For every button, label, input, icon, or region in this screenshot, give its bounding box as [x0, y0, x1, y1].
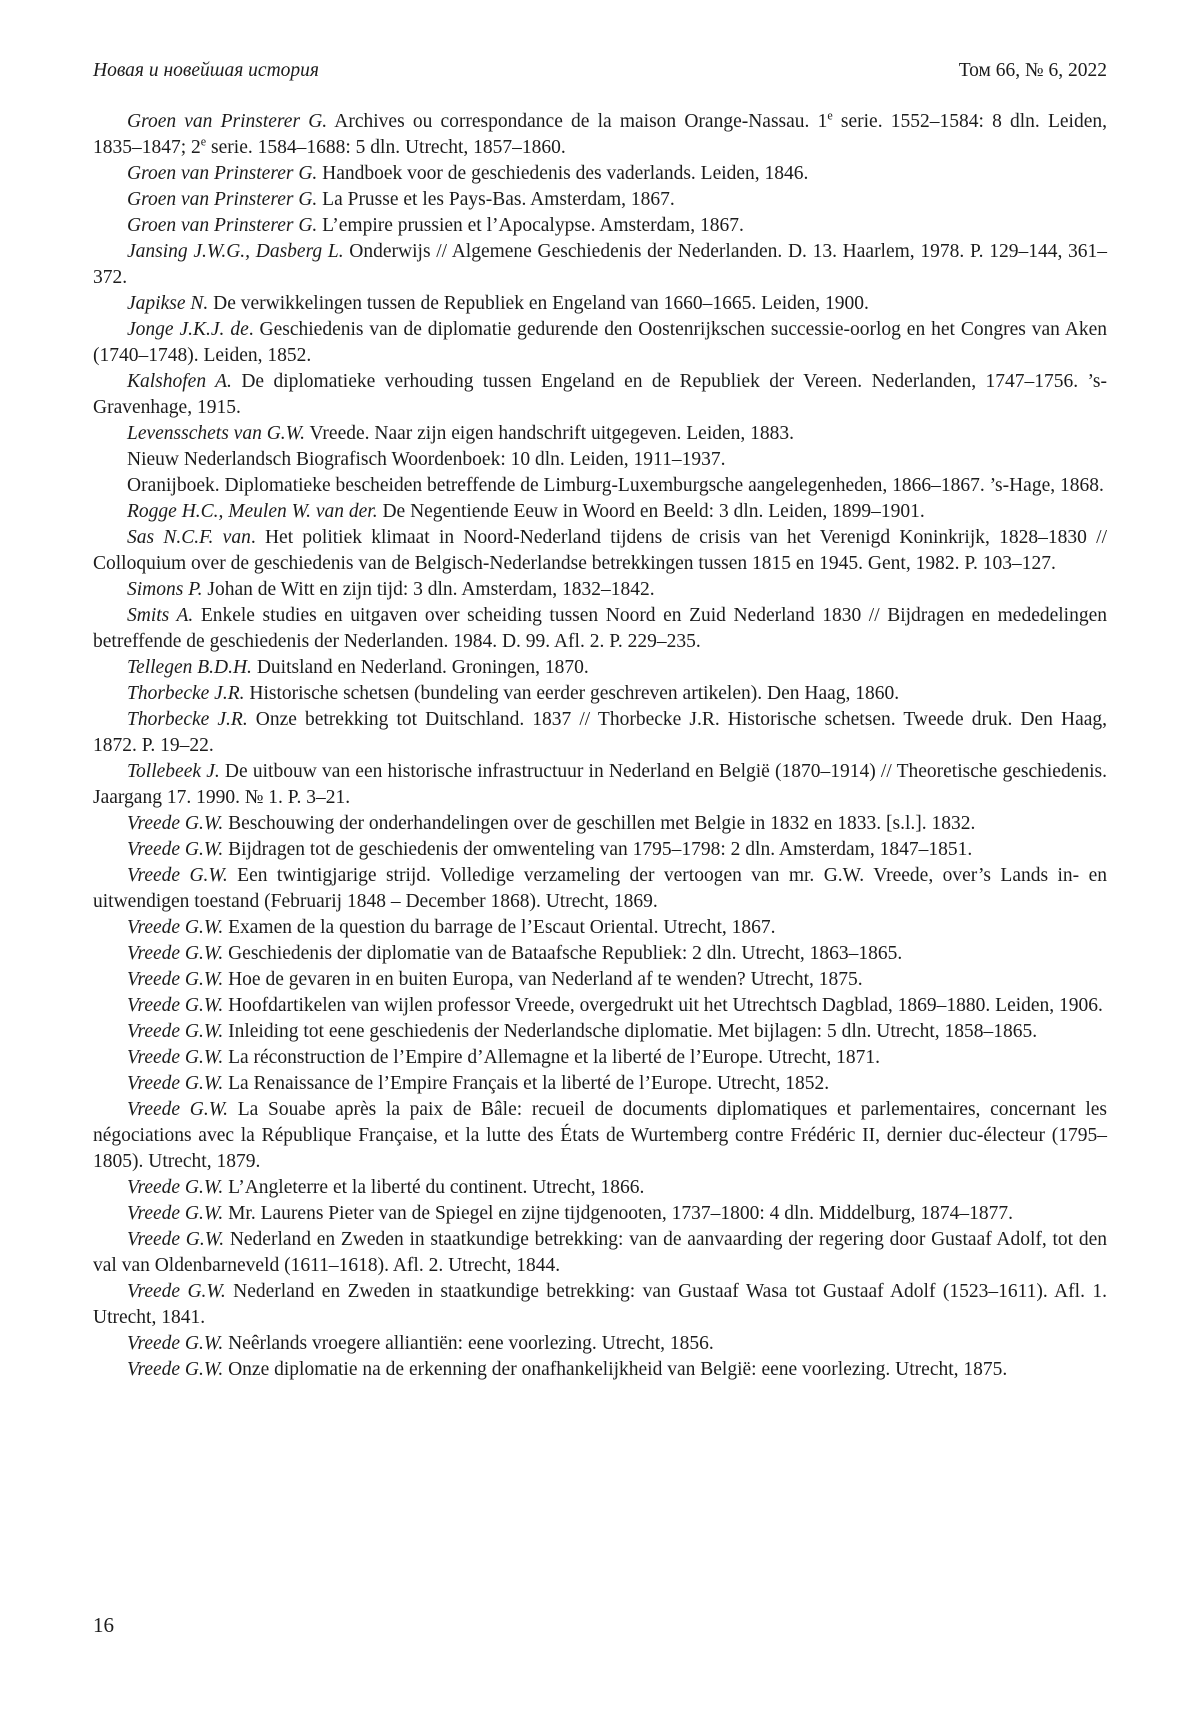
entry-author: Tollebeek J. — [127, 761, 220, 782]
bibliography-entry — [93, 1227, 1107, 1279]
bibliography-entry — [93, 863, 1107, 915]
entry-author: Japikse N. — [127, 293, 209, 314]
entry-text: Handboek voor de geschiedenis des vaderlands. Leiden, 1846. — [317, 163, 809, 184]
bibliography-entry — [93, 707, 1107, 759]
bibliography-entry — [93, 1175, 1107, 1201]
entry-text: Een twintigjarige strijd. Volledige verzameling der vertoogen van mr. G.W. Vreede, over’s Lands in- en uitwendigen toestand (Februarij 1848 – December 1868). Utrecht, 1869. — [93, 865, 1107, 912]
entry-text: Archives ou correspondance de la maison Orange-Nassau. 1 — [327, 111, 828, 132]
bibliography-entry — [93, 811, 1107, 837]
bibliography-entry — [93, 759, 1107, 811]
entry-text: Bijdragen tot de geschiedenis der omwenteling van 1795–1798: 2 dln. Amsterdam, 1847–1851. — [223, 839, 973, 860]
entry-text: . Geschiedenis van de diplomatie gedurende den Oostenrijkschen successie-oorlog en het Congres van Aken (1740–1748). Leiden, 1852. — [93, 319, 1107, 366]
entry-author: Rogge H.C., Meulen W. van der. — [127, 501, 378, 522]
entry-text: Duitsland en Nederland. Groningen, 1870. — [251, 657, 589, 678]
bibliography-entry — [93, 317, 1107, 369]
bibliography-entry — [93, 655, 1107, 681]
superscript-ordinal: e — [200, 134, 207, 149]
entry-author: Smits A. — [127, 605, 194, 626]
bibliography-entry — [93, 291, 1107, 317]
entry-text: Geschiedenis der diplomatie van de Bataafsche Republiek: 2 dln. Utrecht, 1863–1865. — [223, 943, 903, 964]
bibliography-entry — [93, 473, 1107, 499]
bibliography-entry — [93, 1279, 1107, 1331]
entry-author: Vreede G.W. — [127, 865, 228, 886]
bibliography-entry — [93, 1357, 1107, 1383]
entry-author: Groen van Prinsterer G. — [127, 215, 318, 236]
bibliography-entry — [93, 187, 1107, 213]
entry-author: Groen van Prinsterer G. — [127, 163, 318, 184]
entry-text: Vreede. Naar zijn eigen handschrift uitgegeven. Leiden, 1883. — [305, 423, 795, 444]
entry-author: Vreede G.W. — [127, 1281, 226, 1302]
entry-text: L’Angleterre et la liberté du continent. Utrecht, 1866. — [223, 1177, 645, 1198]
bibliography-entry — [93, 941, 1107, 967]
entry-author: Vreede G.W. — [127, 839, 224, 860]
entry-text: serie. 1552–1584: 8 dln. Leiden, 1835–1847; 2 — [93, 111, 1107, 158]
bibliography-entry — [93, 421, 1107, 447]
running-head — [93, 58, 1107, 84]
entry-author: Vreede G.W. — [127, 917, 224, 938]
entry-text: Oranijboek. Diplomatieke bescheiden betreffende de Limburg-Luxemburgsche aangelegenheden, 1866–1867. ’s-Hage, 1868. — [127, 475, 1104, 496]
entry-text: Johan de Witt en zijn tijd: 3 dln. Amsterdam, 1832–1842. — [202, 579, 655, 600]
entry-text: Examen de la question du barrage de l’Escaut Oriental. Utrecht, 1867. — [223, 917, 776, 938]
bibliography-entry — [93, 213, 1107, 239]
entry-author: Vreede G.W. — [127, 1359, 224, 1380]
bibliography-entry — [93, 837, 1107, 863]
entry-text: De uitbouw van een historische infrastructuur in Nederland en België (1870–1914) // Theoretische geschiedenis. Jaargang 17. 1990. № 1. P. 3–21. — [93, 761, 1107, 808]
journal-title: Новая и новейшая история — [93, 60, 319, 81]
entry-text: Historische schetsen (bundeling van eerder geschreven artikelen). Den Haag, 1860. — [244, 683, 900, 704]
bibliography-entry — [93, 1071, 1107, 1097]
entry-text: Nederland en Zweden in staatkundige betrekking: van de aanvaarding der regering door Gustaaf Adolf, tot den val van Oldenbarneveld (1611–1618). Afl. 2. Utrecht, 1844. — [93, 1229, 1107, 1276]
bibliography-entry — [93, 239, 1107, 291]
entry-author: Thorbecke J.R. — [127, 709, 248, 730]
bibliography-list — [93, 109, 1107, 1383]
superscript-ordinal: e — [827, 108, 833, 123]
entry-text: La Renaissance de l’Empire Français et la liberté de l’Europe. Utrecht, 1852. — [223, 1073, 830, 1094]
entry-text: La Prusse et les Pays-Bas. Amsterdam, 1867. — [317, 189, 675, 210]
entry-text: Enkele studies en uitgaven over scheiding tussen Noord en Zuid Nederland 1830 // Bijdragen en mededelingen betreffende de geschiedenis der Nederlanden. 1984. D. 99. Afl. 2. P. 229–235. — [93, 605, 1107, 652]
entry-text: Onze diplomatie na de erkenning der onafhankelijkheid van België: eene voorlezing. Utrecht, 1875. — [223, 1359, 1008, 1380]
entry-text: Onze betrekking tot Duitschland. 1837 // Thorbecke J.R. Historische schetsen. Tweede druk. Den Haag, 1872. P. 19–22. — [93, 709, 1108, 756]
bibliography-entry — [93, 447, 1107, 473]
bibliography-entry — [93, 681, 1107, 707]
entry-author: Tellegen B.D.H. — [127, 657, 252, 678]
entry-author: Jonge J.K.J. de — [127, 319, 249, 340]
entry-author: Vreede G.W. — [127, 1047, 224, 1068]
entry-author: Vreede G.W. — [127, 813, 224, 834]
bibliography-entry — [93, 967, 1107, 993]
bibliography-entry — [93, 109, 1107, 161]
entry-author: Vreede G.W. — [127, 1203, 224, 1224]
bibliography-entry — [93, 525, 1107, 577]
bibliography-entry — [93, 577, 1107, 603]
issue-info: Том 66, № 6, 2022 — [958, 60, 1107, 81]
entry-text: Mr. Laurens Pieter van de Spiegel en zijne tijdgenooten, 1737–1800: 4 dln. Middelburg, 1874–1877. — [223, 1203, 1014, 1224]
entry-author: Vreede G.W. — [127, 1229, 225, 1250]
entry-author: Vreede G.W. — [127, 1177, 224, 1198]
entry-author: Vreede G.W. — [127, 943, 224, 964]
bibliography-entry — [93, 1097, 1107, 1175]
entry-text: Hoe de gevaren in en buiten Europa, van Nederland af te wenden? Utrecht, 1875. — [223, 969, 863, 990]
entry-text: Onderwijs // Algemene Geschiedenis der Nederlanden. D. 13. Haarlem, 1978. P. 129–144, 361–372. — [93, 241, 1108, 288]
entry-author: Vreede G.W. — [127, 1073, 224, 1094]
entry-author: Sas N.C.F. van — [127, 527, 251, 548]
bibliography-entry — [93, 369, 1107, 421]
entry-text: Hoofdartikelen van wijlen professor Vreede, overgedrukt uit het Utrechtsch Dagblad, 1869–1880. Leiden, 1906. — [223, 995, 1103, 1016]
entry-author: Jansing J.W.G., Dasberg L. — [127, 241, 344, 262]
bibliography-entry — [93, 1331, 1107, 1357]
entry-author: Vreede G.W. — [127, 969, 224, 990]
entry-author: Groen van Prinsterer G. — [127, 111, 328, 132]
entry-text: Beschouwing der onderhandelingen over de geschillen met Belgie in 1832 en 1833. [s.l.]. 1832. — [223, 813, 976, 834]
entry-text: Nieuw Nederlandsch Biografisch Woordenboek: 10 dln. Leiden, 1911–1937. — [127, 449, 726, 470]
entry-text: Inleiding tot eene geschiedenis der Nederlandsche diplomatie. Met bijlagen: 5 dln. Utrecht, 1858–1865. — [223, 1021, 1038, 1042]
entry-author: Thorbecke J.R. — [127, 683, 245, 704]
entry-author: Levensschets van G.W. — [127, 423, 305, 444]
entry-author: Simons P. — [127, 579, 203, 600]
entry-text: La réconstruction de l’Empire d’Allemagne et la liberté de l’Europe. Utrecht, 1871. — [223, 1047, 881, 1068]
entry-text: De diplomatieke verhouding tussen Engeland en de Republiek der Vereen. Nederlanden, 1747–1756. ’s-Gravenhage, 1915. — [93, 371, 1107, 418]
entry-author: Kalshofen A. — [127, 371, 232, 392]
bibliography-entry — [93, 1019, 1107, 1045]
entry-text: La Souabe après la paix de Bâle: recueil de documents diplomatiques et parlementaires, concernant les négociations avec la République Française, et la lutte des États de Wurtemberg contre Frédéric II, dernier duc-électeur (1795–1805). Utrecht, 1879. — [93, 1099, 1107, 1172]
bibliography-entry — [93, 603, 1107, 655]
entry-author: Vreede G.W. — [127, 1099, 229, 1120]
page-number: 16 — [93, 1613, 114, 1637]
entry-text: serie. 1584–1688: 5 dln. Utrecht, 1857–1860. — [206, 137, 566, 158]
bibliography-entry — [93, 915, 1107, 941]
entry-text: Neêrlands vroegere alliantiën: eene voorlezing. Utrecht, 1856. — [223, 1333, 714, 1354]
entry-author: Vreede G.W. — [127, 995, 224, 1016]
entry-author: Vreede G.W. — [127, 1021, 224, 1042]
entry-author: Vreede G.W. — [127, 1333, 224, 1354]
bibliography-entry — [93, 993, 1107, 1019]
entry-author: Groen van Prinsterer G. — [127, 189, 318, 210]
bibliography-entry — [93, 161, 1107, 187]
entry-text: De verwikkelingen tussen de Republiek en Engeland van 1660–1665. Leiden, 1900. — [208, 293, 869, 314]
entry-text: De Negentiende Eeuw in Woord en Beeld: 3 dln. Leiden, 1899–1901. — [377, 501, 925, 522]
bibliography-entry — [93, 1045, 1107, 1071]
bibliography-entry — [93, 499, 1107, 525]
entry-text: . Het politiek klimaat in Noord-Nederland tijdens de crisis van het Verenigd Koninkrijk, 1828–1830 // Colloquium over de geschiedenis van de Belgisch-Nederlandse betrekkingen tussen 1815 en 1945. Gent, 1982. P. 103–127. — [93, 527, 1108, 574]
entry-text: Nederland en Zweden in staatkundige betrekking: van Gustaaf Wasa tot Gustaaf Adolf (1523–1611). Afl. 1. Utrecht, 1841. — [93, 1281, 1107, 1328]
entry-text: L’empire prussien et l’Apocalypse. Amsterdam, 1867. — [317, 215, 744, 236]
bibliography-entry — [93, 1201, 1107, 1227]
